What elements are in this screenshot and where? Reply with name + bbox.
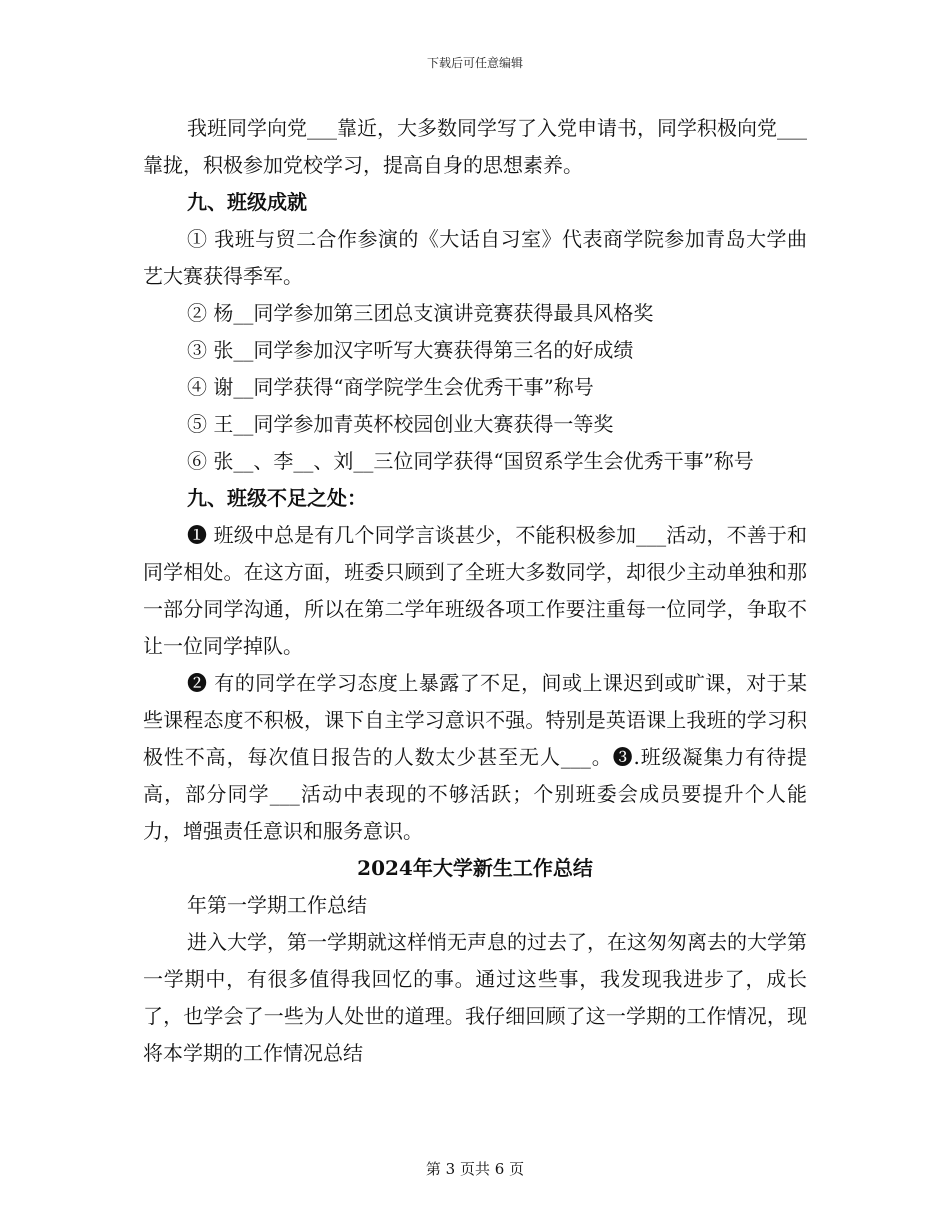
achievement-item: ② 杨__同学参加第三团总支演讲竞赛获得最具风格奖 xyxy=(187,301,654,325)
closing-paragraph: 进入大学，第一学期就这样悄无声息的过去了，在这匆匆离去的大学第一学期中，有很多值得我回忆的事。通过这些事，我发现我进步了，成长了，也学会了一些为人处世的道理。我仔细回顾了这一学期的工作情况，现将本学期的工作情况总结 xyxy=(143,930,807,1065)
achievements-heading: 九、班级成就 xyxy=(187,190,307,214)
achievement-item: ⑤ 王__同学参加青英杯校园创业大赛获得一等奖 xyxy=(187,412,614,436)
page-header: 下载后可任意编辑 xyxy=(426,56,523,70)
achievement-item: ⑥ 张__、李__、刘__三位同学获得“国贸系学生会优秀干事”称号 xyxy=(187,449,754,473)
document-body xyxy=(143,110,807,1072)
intro-paragraph: 我班同学向党___靠近，大多数同学写了入党申请书，同学积极向党___靠拢，积极参加党校学习，提高自身的思想素养。 xyxy=(143,116,807,177)
achievement-item: ③ 张__同学参加汉字听写大赛获得第三名的好成绩 xyxy=(187,338,634,362)
shortcoming-item: ❷ 有的同学在学习态度上暴露了不足，间或上课迟到或旷课，对于某些课程态度不积极，课下自主学习意识不强。特别是英语课上我班的学习积极性不高，每次值日报告的人数太少甚至无人___。❸.班级凝集力有待提高，部分同学___活动中表现的不够活跃；个别班委会成员要提升个人能力，增强责任意识和服务意识。 xyxy=(143,671,807,843)
section-title: 2024年大学新生工作总结 xyxy=(357,856,593,880)
achievement-item: ① 我班与贸二合作参演的《大话自习室》代表商学院参加青岛大学曲艺大赛获得季军。 xyxy=(143,227,807,288)
page-footer: 第 3 页共 6 页 xyxy=(425,1160,525,1178)
shortcomings-heading: 九、班级不足之处： xyxy=(187,486,367,510)
shortcoming-item: ❶ 班级中总是有几个同学言谈甚少，不能积极参加___活动，不善于和同学相处。在这方面，班委只顾到了全班大多数同学，却很少主动单独和那一部分同学沟通，所以在第二学年班级各项工作要注重每一位同学，争取不让一位同学掉队。 xyxy=(143,523,807,658)
achievement-item: ④ 谢__同学获得“商学院学生会优秀干事”称号 xyxy=(187,375,594,399)
section-subtitle: 年第一学期工作总结 xyxy=(187,893,367,917)
